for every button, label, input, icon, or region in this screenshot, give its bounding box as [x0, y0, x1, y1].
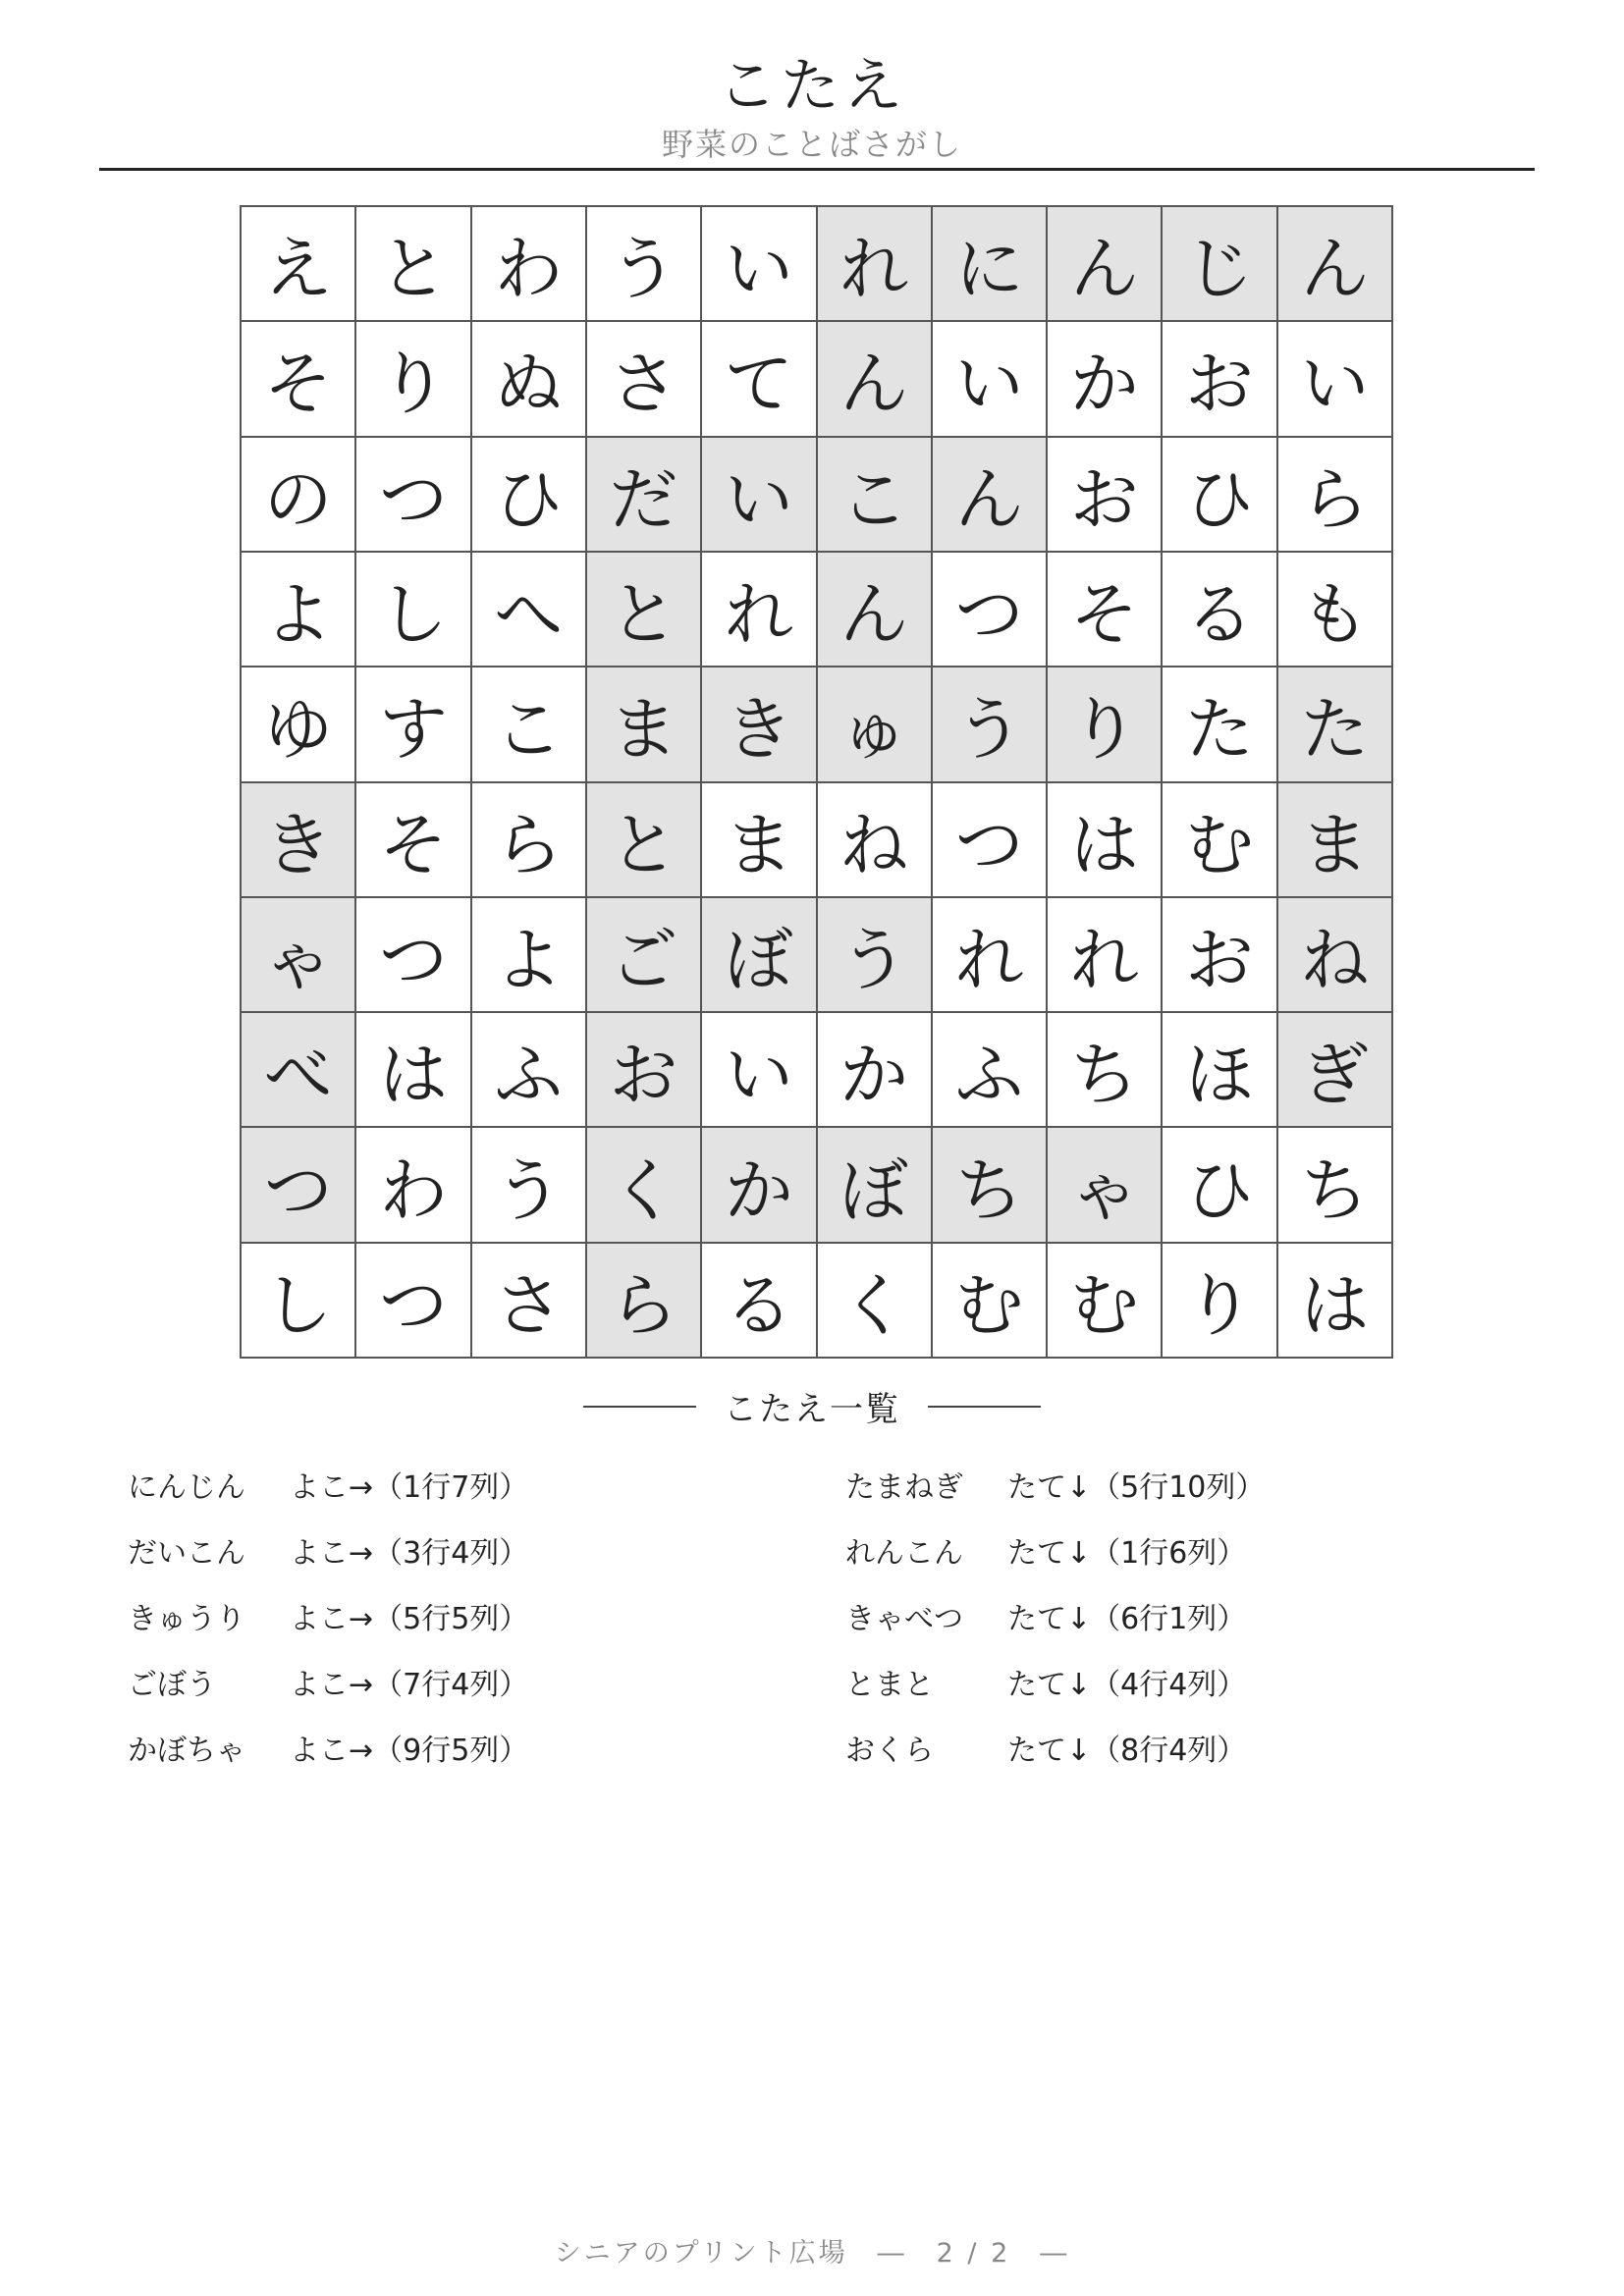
- grid-cell: つ: [356, 438, 471, 553]
- grid-cell: う: [818, 898, 933, 1013]
- grid-cell: る: [1163, 553, 1277, 667]
- grid-cell: ち: [1278, 1128, 1393, 1243]
- answer-position: よこ→（9行5列）: [290, 1734, 529, 1768]
- grid-cell: り: [1163, 1244, 1277, 1359]
- answer-word: ごぼう: [128, 1668, 216, 1702]
- answer-item: [128, 1463, 528, 1528]
- grid-cell: そ: [242, 322, 356, 437]
- grid-cell: も: [1278, 553, 1393, 667]
- answer-position: よこ→（5行5列）: [290, 1602, 529, 1636]
- answer-word: れんこん: [845, 1536, 963, 1571]
- answer-item: [845, 1660, 1265, 1726]
- grid-cell: ゃ: [1048, 1128, 1163, 1243]
- grid-cell: ん: [933, 438, 1048, 553]
- word-search-grid: [240, 205, 1393, 1359]
- grid-cell: む: [933, 1244, 1048, 1359]
- answer-column-left: [128, 1463, 528, 1791]
- title-divider: [99, 168, 1535, 171]
- grid-cell: に: [933, 207, 1048, 322]
- answer-position: たて↓（1行6列）: [1007, 1536, 1247, 1571]
- page-footer: シニアのプリント広場 ― 2 / 2 ―: [554, 2238, 1070, 2269]
- grid-cell: い: [702, 1013, 817, 1128]
- grid-cell: ぬ: [472, 322, 587, 437]
- grid-cell: ふ: [933, 1013, 1048, 1128]
- grid-cell: す: [356, 667, 471, 782]
- grid-cell: つ: [356, 898, 471, 1013]
- answer-word: きゃべつ: [845, 1602, 963, 1636]
- grid-cell: ほ: [1163, 1013, 1277, 1128]
- answer-position: たて↓（6行1列）: [1007, 1602, 1247, 1636]
- answer-position: たて↓（8行4列）: [1007, 1734, 1247, 1768]
- grid-cell: れ: [702, 553, 817, 667]
- grid-cell: れ: [933, 898, 1048, 1013]
- grid-cell: り: [1048, 667, 1163, 782]
- grid-cell: つ: [356, 1244, 471, 1359]
- grid-cell: の: [242, 438, 356, 553]
- grid-cell: ん: [818, 553, 933, 667]
- grid-cell: と: [356, 207, 471, 322]
- grid-cell: ら: [587, 1244, 702, 1359]
- grid-cell: え: [242, 207, 356, 322]
- grid-cell: つ: [242, 1128, 356, 1243]
- answer-item: [845, 1594, 1265, 1660]
- grid-cell: か: [1048, 322, 1163, 437]
- grid-cell: そ: [1048, 553, 1163, 667]
- grid-cell: ま: [702, 783, 817, 898]
- grid-cell: つ: [933, 783, 1048, 898]
- grid-cell: ん: [1278, 207, 1393, 322]
- grid-cell: ら: [472, 783, 587, 898]
- heading-rule-right: [928, 1406, 1041, 1408]
- grid-cell: た: [1163, 667, 1277, 782]
- answer-word: きゅうり: [128, 1602, 245, 1636]
- grid-cell: お: [1163, 322, 1277, 437]
- answer-item: [128, 1528, 528, 1594]
- heading-rule-left: [583, 1406, 696, 1408]
- grid-cell: ち: [933, 1128, 1048, 1243]
- grid-cell: い: [702, 438, 817, 553]
- grid-cell: ひ: [1163, 438, 1277, 553]
- grid-cell: て: [702, 322, 817, 437]
- grid-cell: し: [356, 553, 471, 667]
- answer-word: だいこん: [128, 1536, 245, 1571]
- answer-word: にんじん: [128, 1470, 245, 1505]
- answer-item: [128, 1726, 528, 1791]
- grid-cell: ぼ: [702, 898, 817, 1013]
- answer-position: よこ→（3行4列）: [290, 1536, 529, 1571]
- grid-cell: そ: [356, 783, 471, 898]
- grid-cell: る: [702, 1244, 817, 1359]
- grid-cell: ん: [818, 322, 933, 437]
- answer-word: たまねぎ: [845, 1470, 963, 1505]
- grid-cell: ら: [1278, 438, 1393, 553]
- grid-cell: は: [1278, 1244, 1393, 1359]
- grid-cell: こ: [818, 438, 933, 553]
- grid-cell: つ: [933, 553, 1048, 667]
- answer-item: [845, 1463, 1265, 1528]
- grid-cell: ね: [1278, 898, 1393, 1013]
- answer-word: かぼちゃ: [128, 1734, 245, 1768]
- grid-cell: へ: [472, 553, 587, 667]
- grid-cell: さ: [587, 322, 702, 437]
- grid-cell: い: [1278, 322, 1393, 437]
- grid-cell: か: [702, 1128, 817, 1243]
- grid-cell: お: [587, 1013, 702, 1128]
- grid-cell: ひ: [472, 438, 587, 553]
- grid-cell: む: [1163, 783, 1277, 898]
- answer-position: たて↓（4行4列）: [1007, 1668, 1247, 1702]
- grid-cell: う: [472, 1128, 587, 1243]
- grid-cell: う: [587, 207, 702, 322]
- answer-column-right: [845, 1463, 1265, 1791]
- grid-cell: ん: [1048, 207, 1163, 322]
- grid-cell: い: [702, 207, 817, 322]
- answer-position: よこ→（7行4列）: [290, 1668, 529, 1702]
- grid-cell: ま: [1278, 783, 1393, 898]
- grid-cell: さ: [472, 1244, 587, 1359]
- grid-cell: と: [587, 553, 702, 667]
- answer-position: よこ→（1行7列）: [290, 1470, 529, 1505]
- answers-heading: [0, 1382, 1624, 1430]
- grid-cell: か: [818, 1013, 933, 1128]
- grid-cell: う: [933, 667, 1048, 782]
- grid-cell: く: [587, 1128, 702, 1243]
- grid-cell: ぼ: [818, 1128, 933, 1243]
- grid-cell: だ: [587, 438, 702, 553]
- grid-cell: ふ: [472, 1013, 587, 1128]
- grid-cell: は: [1048, 783, 1163, 898]
- grid-cell: き: [702, 667, 817, 782]
- grid-cell: ご: [587, 898, 702, 1013]
- grid-cell: よ: [242, 553, 356, 667]
- grid-cell: ゃ: [242, 898, 356, 1013]
- grid-cell: と: [587, 783, 702, 898]
- grid-cell: く: [818, 1244, 933, 1359]
- grid-cell: は: [356, 1013, 471, 1128]
- grid-cell: き: [242, 783, 356, 898]
- grid-cell: ち: [1048, 1013, 1163, 1128]
- grid-cell: ま: [587, 667, 702, 782]
- answer-item: [845, 1528, 1265, 1594]
- grid-cell: よ: [472, 898, 587, 1013]
- page-subtitle: 野菜のことばさがし: [661, 126, 962, 163]
- answer-word: おくら: [845, 1734, 934, 1768]
- grid-cell: い: [933, 322, 1048, 437]
- grid-cell: り: [356, 322, 471, 437]
- answer-word: とまと: [845, 1668, 934, 1702]
- grid-cell: れ: [818, 207, 933, 322]
- grid-cell: お: [1048, 438, 1163, 553]
- grid-cell: べ: [242, 1013, 356, 1128]
- answers-heading-label: こたえ一覧: [724, 1390, 900, 1429]
- grid-cell: ね: [818, 783, 933, 898]
- grid-cell: れ: [1048, 898, 1163, 1013]
- grid-cell: じ: [1163, 207, 1277, 322]
- grid-cell: し: [242, 1244, 356, 1359]
- grid-cell: ゆ: [242, 667, 356, 782]
- answer-item: [128, 1660, 528, 1726]
- grid-cell: ひ: [1163, 1128, 1277, 1243]
- grid-cell: わ: [356, 1128, 471, 1243]
- answer-item: [845, 1726, 1265, 1791]
- answer-position: たて↓（5行10列）: [1007, 1470, 1266, 1505]
- answer-item: [128, 1594, 528, 1660]
- grid-cell: お: [1163, 898, 1277, 1013]
- grid-cell: む: [1048, 1244, 1163, 1359]
- grid-cell: こ: [472, 667, 587, 782]
- grid-cell: ゅ: [818, 667, 933, 782]
- grid-cell: た: [1278, 667, 1393, 782]
- grid-cell: ぎ: [1278, 1013, 1393, 1128]
- grid-cell: わ: [472, 207, 587, 322]
- page-title: こたえ: [718, 52, 906, 121]
